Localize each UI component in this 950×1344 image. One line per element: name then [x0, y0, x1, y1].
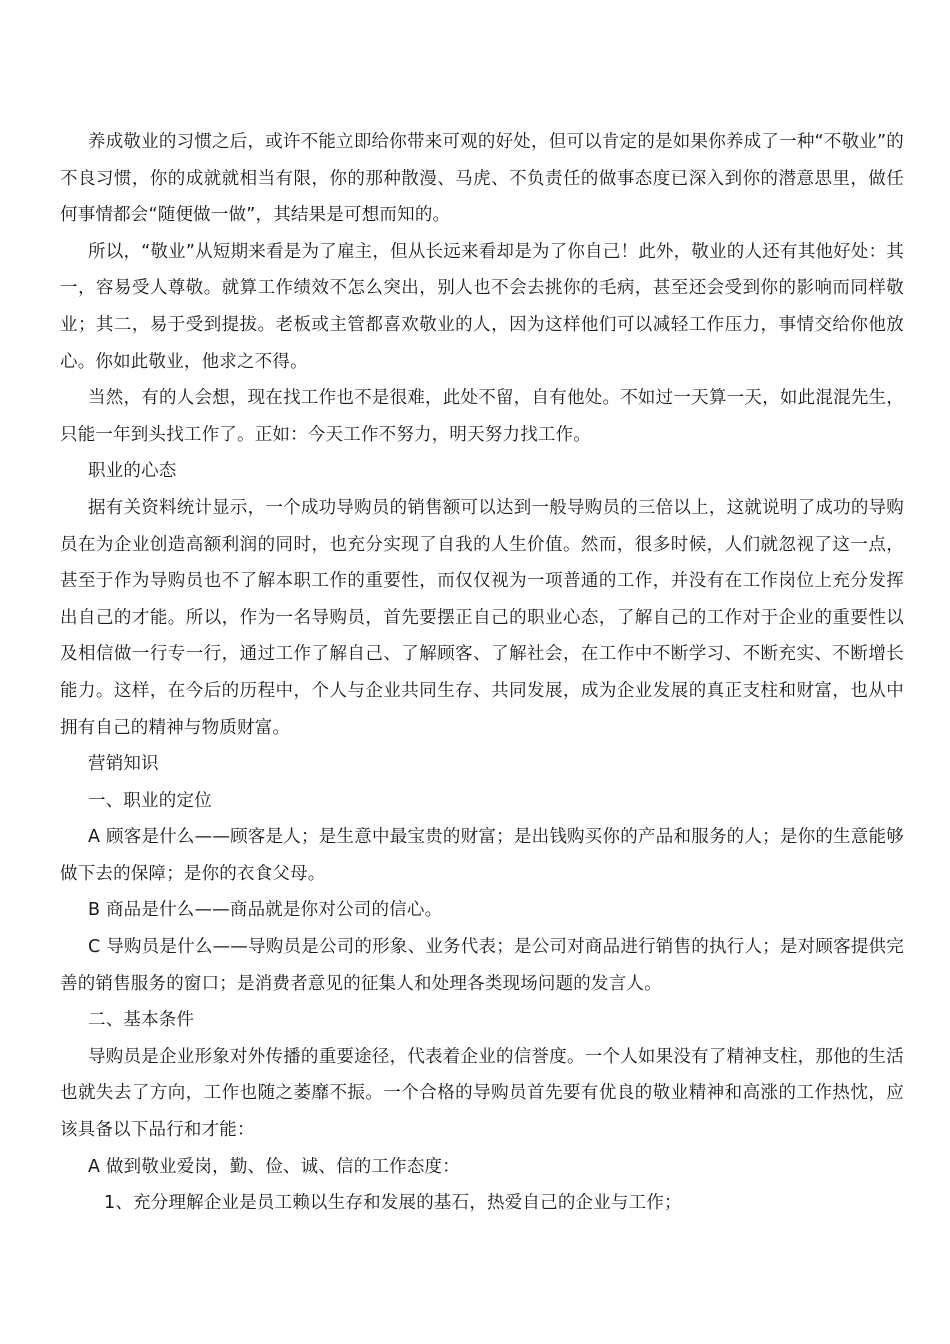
document-body	[60, 124, 904, 1222]
paragraph-job-hopping: 当然，有的人会想，现在找工作也不是很难，此处不留，自有他处。不如过一天算一天，如此混混先生，只能一年到头找工作了。正如：今天工作不努力，明天努力找工作。	[60, 388, 904, 445]
heading-career-positioning: 一、职业的定位	[88, 790, 212, 811]
paragraph-mindset-body: 据有关资料统计显示，一个成功导购员的销售额可以达到一般导购员的三倍以上，这就说明了成功的导购员在为企业创造高额利润的同时，也充分实现了自我的人生价值。然而，很多时候，人们就忽视了这一点，甚至于作为导购员也不了解本职工作的重要性，而仅仅视为一项普通的工作，并没有在工作岗位上充分发挥出自己的才能。所以，作为一名导购员，首先要摆正自己的职业心态，了解自己的工作对于企业的重要性以及相信做一行专一行，通过工作了解自己、了解顾客、了解社会，在工作中不断学习、不断充实、不断增长能力。这样，在今后的历程中，个人与企业共同生存、共同发展，成为企业发展的真正支柱和财富，也从中拥有自己的精神与物质财富。	[60, 497, 904, 738]
heading-basic-conditions: 二、基本条件	[88, 1010, 195, 1031]
item-1-understand-enterprise: 1、充分理解企业是员工赖以生存和发展的基石，热爱自己的企业与工作；	[104, 1193, 682, 1214]
paragraph-dedication-benefits: 所以，“敬业”从短期来看是为了雇主，但从长远来看却是为了你自己！此外，敬业的人还有其他好处：其一，容易受人尊敬。就算工作绩效不怎么突出，别人也不会去挑你的毛病，甚至还会受到你的影响而同样敬业；其二，易于受到提拔。老板或主管都喜欢敬业的人，因为这样他们可以减轻工作压力，事情交给你他放心。你如此敬业，他求之不得。	[60, 241, 904, 372]
item-c-sales-guide: C 导购员是什么——导购员是公司的形象、业务代表；是公司对商品进行销售的执行人；是对顾客提供完善的销售服务的窗口；是消费者意见的征集人和处理各类现场问题的发言人。	[60, 937, 904, 994]
heading-professional-mindset: 职业的心态	[88, 461, 177, 482]
item-b-product: B 商品是什么——商品就是你对公司的信心。	[88, 900, 443, 921]
paragraph-habit: 养成敬业的习惯之后，或许不能立即给你带来可观的好处，但可以肯定的是如果你养成了一种“不敬业”的不良习惯，你的成就就相当有限，你的那种散漫、马虎、不负责任的做事态度已深入到你的潜意思里，做任何事情都会“随便做一做”，其结果是可想而知的。	[60, 132, 904, 226]
item-a-customer: A 顾客是什么——顾客是人；是生意中最宝贵的财富；是出钱购买你的产品和服务的人；是你的生意能够做下去的保障；是你的衣食父母。	[60, 827, 904, 884]
heading-marketing-knowledge: 营销知识	[88, 754, 159, 775]
item-a-attitude: A 做到敬业爱岗，勤、俭、诚、信的工作态度：	[88, 1156, 460, 1177]
paragraph-conditions-body: 导购员是企业形象对外传播的重要途径，代表着企业的信誉度。一个人如果没有了精神支柱，那他的生活也就失去了方向，工作也随之萎靡不振。一个合格的导购员首先要有优良的敬业精神和高涨的工作热忱，应该具备以下品行和才能：	[60, 1046, 904, 1141]
